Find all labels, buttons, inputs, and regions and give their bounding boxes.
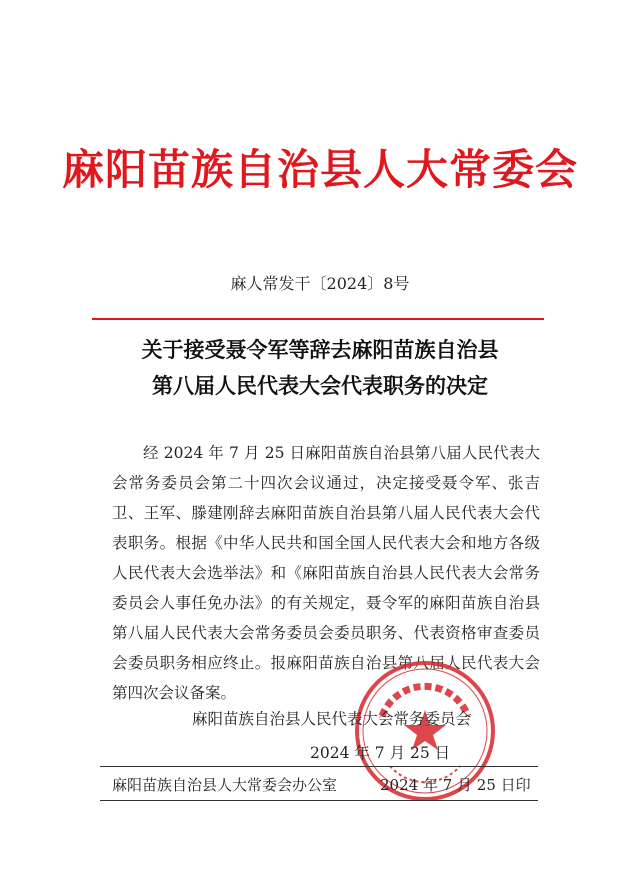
footer-print-date: 2024 年 7 月 25 日印	[380, 776, 531, 794]
body-paragraph: 经 2024 年 7 月 25 日麻阳苗族自治县第八届人民代表大会常务委员会第二十四次会议通过，决定接受聂令军、张吉卫、王军、滕建刚辞去麻阳苗族自治县第八届人民代表大会代表职务。根据《中华人民共和国全国人民代表大会和地方各级人民代表大会选举法》和《麻阳苗族自治县人民代表大会常务委员会人事任免办法》的有关规定，聂令军的麻阳苗族自治县第八届人民代表大会常务委员会委员职务、代表资格审查委员会委员职务相应终止。报麻阳苗族自治县第八届人民代表大会第四次会议备案。	[112, 444, 540, 702]
title-line-2: 第八届人民代表大会代表职务的决定	[152, 373, 488, 398]
title-line-1: 关于接受聂令军等辞去麻阳苗族自治县	[141, 337, 499, 362]
signing-organization: 麻阳苗族自治县人民代表大会常务委员会	[192, 710, 472, 728]
document-number: 麻人常发干〔2024〕8号	[230, 274, 410, 293]
red-divider	[92, 318, 544, 320]
footer-office: 麻阳苗族自治县人大常委会办公室	[112, 776, 338, 794]
issuer-header: 麻阳苗族自治县人大常委会	[61, 145, 578, 194]
footer-top-divider	[100, 766, 538, 767]
footer-bottom-divider	[100, 800, 538, 801]
signing-date: 2024 年 7 月 25 日	[310, 744, 451, 762]
document-title	[0, 332, 640, 404]
